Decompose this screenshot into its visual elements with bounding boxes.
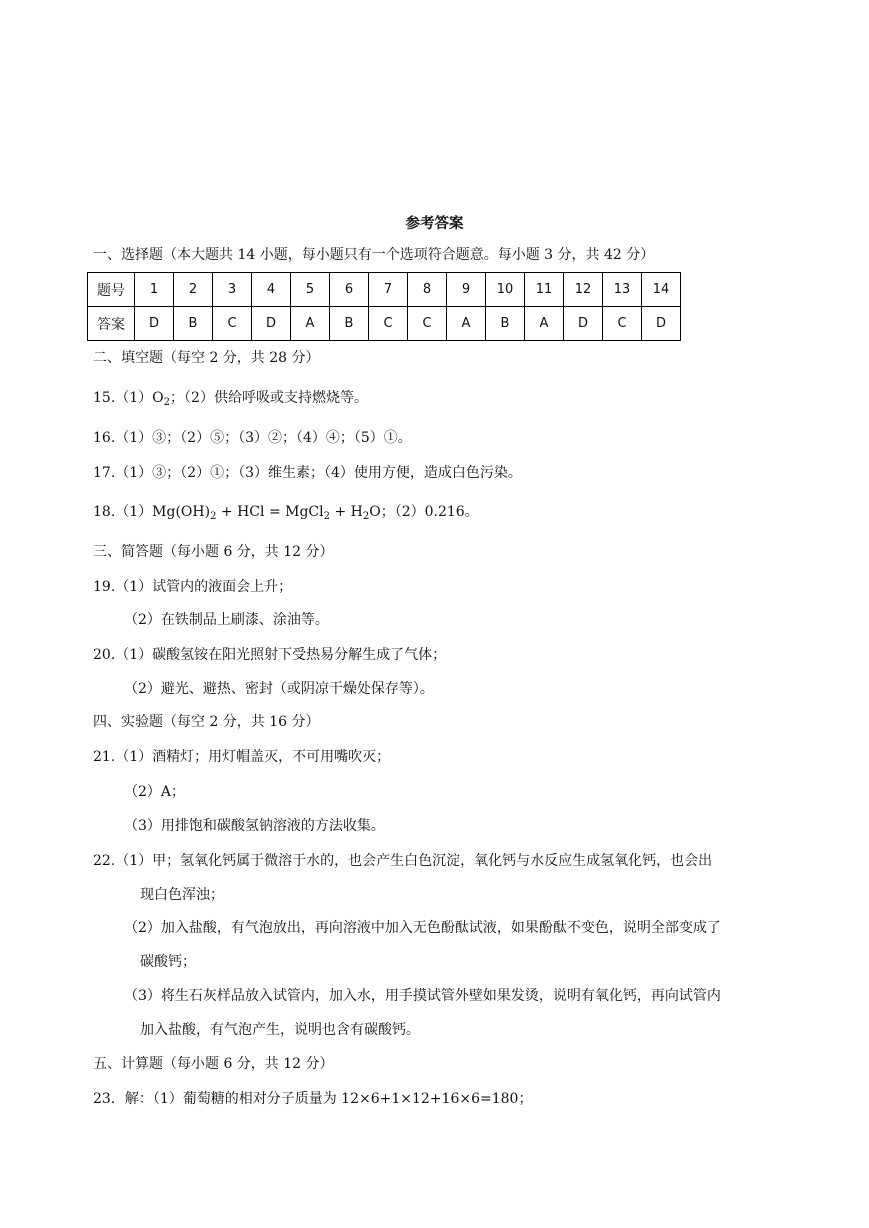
question-number: 4 xyxy=(252,273,291,307)
answer-cell: C xyxy=(369,307,408,341)
row-label-answer: 答案 xyxy=(88,307,135,341)
answer-cell: B xyxy=(330,307,369,341)
answer-22-2b: 碳酸钙； xyxy=(140,954,196,970)
answer-table xyxy=(87,272,681,341)
answer-21-2: （2）A； xyxy=(124,784,186,800)
question-number: 2 xyxy=(174,273,213,307)
answer-18-prefix: 18.（1） xyxy=(93,504,153,520)
eq-part: + HCl = MgCl xyxy=(216,504,324,520)
answer-cell: A xyxy=(291,307,330,341)
question-number: 6 xyxy=(330,273,369,307)
section3-heading: 三、简答题（每小题 6 分，共 12 分） xyxy=(93,544,334,560)
answer-22-1a: 22.（1）甲；氢氧化钙属于微溶于水的，也会产生白色沉淀，氧化钙与水反应生成氢氧化钙，也会出 xyxy=(93,853,713,869)
answer-19-2: （2）在铁制品上刷漆、涂油等。 xyxy=(124,612,329,628)
answer-cell: B xyxy=(174,307,213,341)
chemical-equation xyxy=(152,504,381,520)
question-number: 1 xyxy=(135,273,174,307)
section2-heading: 二、填空题（每空 2 分，共 28 分） xyxy=(93,350,320,366)
answer-22-2a: （2）加入盐酸，有气泡放出，再向溶液中加入无色酚酞试液，如果酚酞不变色，说明全部变成了 xyxy=(124,920,721,936)
answer-21-3: （3）用排饱和碳酸氢钠溶液的方法收集。 xyxy=(124,818,385,834)
answer-17: 17.（1）③；（2）①；（3）维生素；（4）使用方便，造成白色污染。 xyxy=(93,465,522,481)
question-number: 9 xyxy=(447,273,486,307)
table-row-numbers xyxy=(88,273,681,307)
row-label-number: 题号 xyxy=(88,273,135,307)
answer-22-1b: 现白色浑浊； xyxy=(140,887,224,903)
answer-22-3b: 加入盐酸，有气泡产生，说明也含有碳酸钙。 xyxy=(140,1022,420,1038)
eq-sub: 2 xyxy=(210,511,217,522)
answer-cell: D xyxy=(642,307,681,341)
question-number: 7 xyxy=(369,273,408,307)
answer-cell: C xyxy=(603,307,642,341)
answer-cell: C xyxy=(213,307,252,341)
section4-heading: 四、实验题（每空 2 分，共 16 分） xyxy=(93,714,320,730)
answer-22-3a: （3）将生石灰样品放入试管内，加入水，用手摸试管外壁如果发烫，说明有氧化钙，再向试管内 xyxy=(124,988,721,1004)
answer-cell: A xyxy=(447,307,486,341)
table-row-answers xyxy=(88,307,681,341)
formula-main: O xyxy=(152,390,164,406)
answer-cell: B xyxy=(486,307,525,341)
question-number: 12 xyxy=(564,273,603,307)
answer-20-2: （2）避光、避热、密封（或阴凉干燥处保存等）。 xyxy=(124,681,434,697)
answer-23-1: 23．解：（1）葡萄糖的相对分子质量为 12×6+1×12+16×6=180； xyxy=(93,1091,533,1107)
question-number: 10 xyxy=(486,273,525,307)
page-title: 参考答案 xyxy=(405,215,464,232)
answer-20-1: 20.（1）碳酸氢铵在阳光照射下受热易分解生成了气体； xyxy=(93,647,447,663)
question-number: 3 xyxy=(213,273,252,307)
question-number: 13 xyxy=(603,273,642,307)
answer-cell: D xyxy=(564,307,603,341)
section5-heading: 五、计算题（每小题 6 分，共 12 分） xyxy=(93,1056,334,1072)
answer-15 xyxy=(93,388,368,408)
answer-cell: A xyxy=(525,307,564,341)
answer-15-prefix: 15.（1） xyxy=(93,390,153,406)
formula-o2 xyxy=(152,390,170,406)
answer-cell: D xyxy=(135,307,174,341)
answer-16: 16.（1）③；（2）⑤；（3）②；（4）④；（5）①。 xyxy=(93,430,412,446)
question-number: 14 xyxy=(642,273,681,307)
question-number: 11 xyxy=(525,273,564,307)
eq-sub: 2 xyxy=(323,511,330,522)
eq-part: Mg(OH) xyxy=(152,504,211,520)
answer-21-1: 21.（1）酒精灯；用灯帽盖灭，不可用嘴吹灭； xyxy=(93,749,391,765)
answer-cell: D xyxy=(252,307,291,341)
answer-18-rest: ；（2）0.216。 xyxy=(380,504,479,520)
answer-cell: C xyxy=(408,307,447,341)
question-number: 8 xyxy=(408,273,447,307)
question-number: 5 xyxy=(291,273,330,307)
eq-sub: 2 xyxy=(362,511,370,522)
answer-18 xyxy=(93,502,479,522)
eq-part: O xyxy=(369,504,381,520)
formula-sub: 2 xyxy=(163,397,171,408)
answer-15-rest: ；（2）供给呼吸或支持燃烧等。 xyxy=(170,390,368,406)
eq-part: + H xyxy=(330,504,363,520)
answer-19-1: 19.（1）试管内的液面会上升； xyxy=(93,579,293,595)
section1-heading: 一、选择题（本大题共 14 小题，每小题只有一个选项符合题意。每小题 3 分，共 42 分） xyxy=(93,247,655,263)
